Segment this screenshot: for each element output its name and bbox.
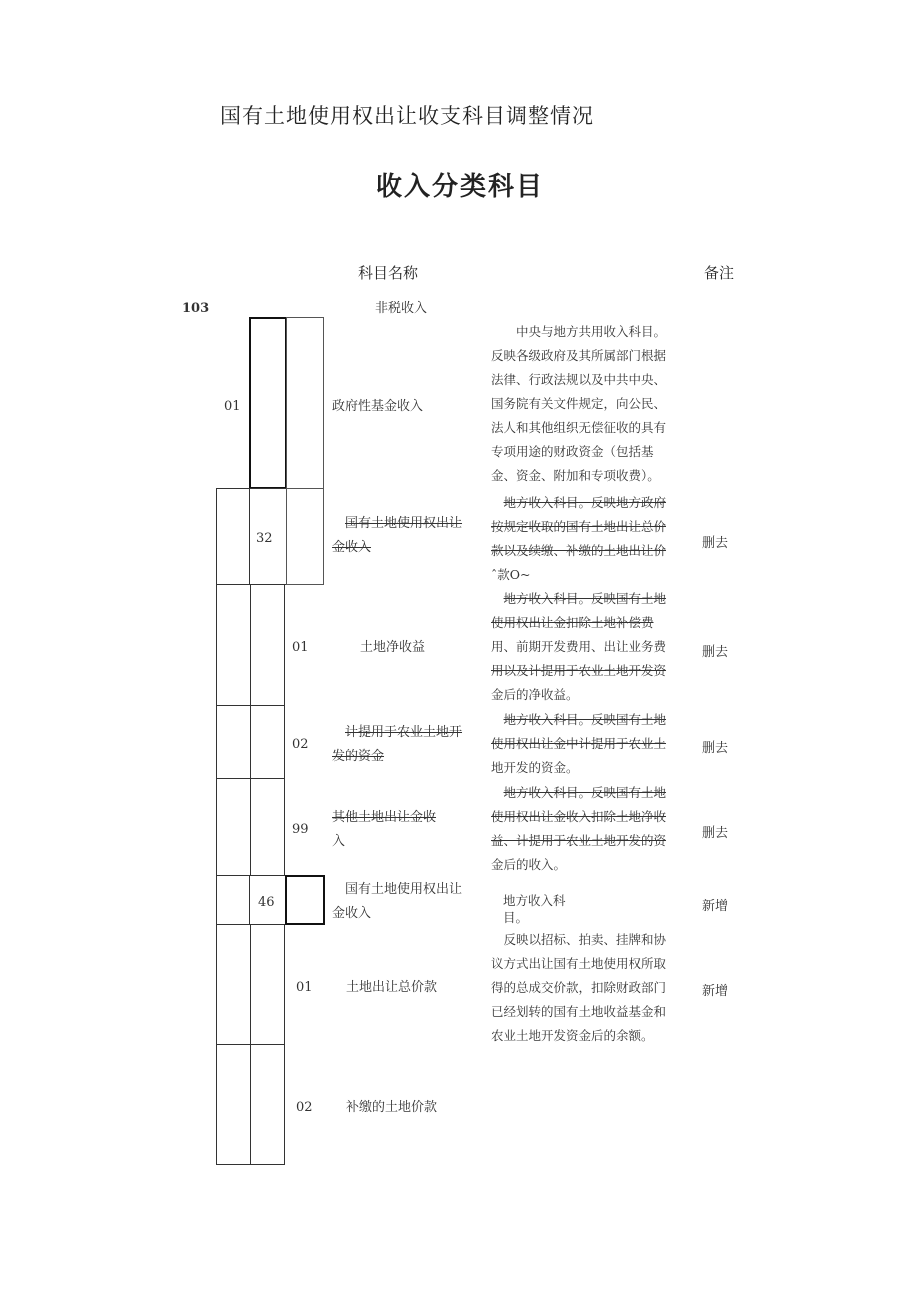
cell-border [216, 875, 250, 925]
cell-border [216, 778, 251, 876]
row-code: 02 [292, 737, 309, 752]
description-struck: 用以及计提用于农业土地开发资 [491, 663, 667, 678]
cell-border [250, 705, 285, 779]
cell-border [286, 317, 324, 489]
name-tail: 入 [332, 834, 346, 849]
cell-border [216, 584, 251, 706]
cell-border [216, 1044, 251, 1165]
row-description [491, 781, 673, 877]
row-name: 国有土地使用权出让金收入 [332, 882, 463, 921]
cell-border [249, 317, 287, 489]
cell-border [250, 924, 285, 1045]
row-code: 01 [296, 980, 313, 995]
description-tail: ˆ款O~ [491, 567, 531, 582]
cell-border [250, 778, 285, 876]
row-description: 反映以招标、拍卖、挂牌和协议方式出让国有土地使用权所取得的总成交价款，扣除财政部门已经划转的国有土地收益基金和农业土地开发资金后的余额。 [491, 932, 667, 1043]
cell-border [286, 488, 324, 585]
document-title: 国有土地使用权出让收支科目调整情况 [220, 104, 594, 128]
header-remarks: 备注 [704, 264, 735, 282]
description-tail: 金后的净收益。 [491, 687, 579, 702]
row-remark: 删去 [702, 536, 729, 551]
row-name: 政府性基金收入 [332, 399, 424, 414]
row-name: 补缴的土地价款 [346, 1100, 438, 1115]
description-struck: 地方收入科目。反映地方政府按规定收取的国有土地出让总价款以及续缴、补缴的土地出让价 [491, 495, 667, 558]
cell-border [216, 705, 251, 779]
row-code: 01 [292, 640, 309, 655]
row-description [491, 587, 673, 707]
row-description: 地方收入科目。 [503, 893, 566, 925]
row-code: 02 [296, 1100, 313, 1115]
row-name: 土地净收益 [360, 640, 426, 655]
section-title: 收入分类科目 [375, 172, 544, 202]
row-description [491, 491, 673, 587]
description-struck: 地方收入科目。反映国有土地使用权出让金收入扣除土地净收益、计提用于农业土地开发的资 [491, 785, 667, 848]
row-name: 土地出让总价款 [346, 980, 438, 995]
row-name: 国有土地使用权出让金收入 [332, 516, 463, 555]
cell-border [216, 924, 251, 1045]
row-code: 32 [256, 531, 273, 546]
row-remark: 删去 [702, 826, 729, 841]
row-remark: 新增 [702, 899, 729, 914]
cell-border [250, 584, 285, 706]
row-description [491, 708, 673, 780]
cell-border [250, 1044, 285, 1165]
header-subject-name: 科目名称 [358, 264, 419, 282]
description-tail: 金后的收入。 [491, 857, 567, 872]
row-description: 中央与地方共用收入科目。反映各级政府及其所属部门根据法律、行政法规以及中共中央、国务院有关文件规定，向公民、法人和其他组织无偿征收的具有专项用途的财政资金（包括基金、资金、附加和专项收费）。 [491, 324, 667, 483]
row-code: 99 [292, 822, 309, 837]
row-remark: 删去 [702, 741, 729, 756]
row-code: 01 [224, 399, 241, 414]
cell-border [216, 488, 250, 585]
row-name [332, 806, 472, 854]
name-struck: 其他土地出让金收 [332, 810, 437, 825]
description-struck: 地方收入科目。反映国有土地使用权出让金中计提用于农业土 [491, 712, 667, 751]
cell-border [285, 875, 325, 925]
description-struck: 地方收入科目。反映国有土地使用权出让金扣除土地补偿费 [491, 591, 667, 630]
description-tail: 地开发的资金。 [491, 760, 579, 775]
row-name: 非税收入 [375, 301, 428, 316]
row-name: 计提用于农业土地开发的资金 [332, 725, 463, 764]
row-code: 103 [182, 301, 210, 316]
row-remark: 删去 [702, 645, 729, 660]
row-code: 46 [258, 895, 275, 910]
row-remark: 新增 [702, 984, 729, 999]
description-plain: 用、前期开发费用、出让业务费 [491, 639, 667, 654]
